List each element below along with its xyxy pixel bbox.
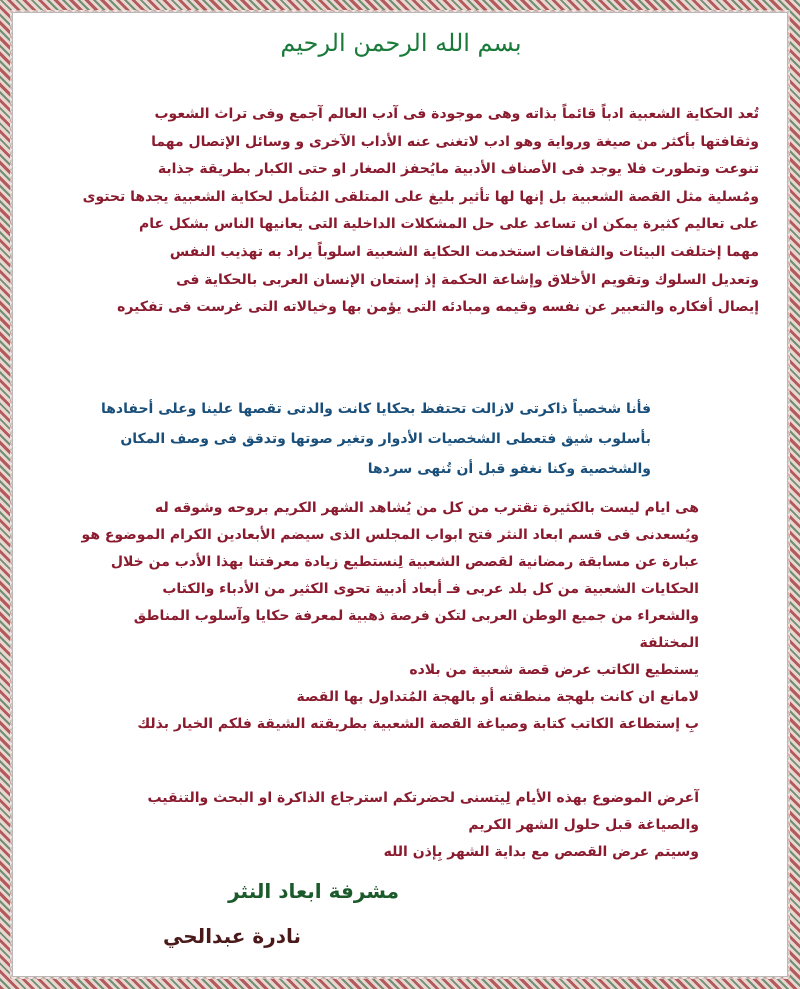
memory-line: بأسلوب شيق فتعطى الشخصيات الأدوار وتغير صوتها وتدقق فى وصف المكان <box>120 431 651 447</box>
intro-line: مهما إختلفت البيئات والثقافات استخدمت الحكاية الشعبية اسلوباً يراد به تهذيب النفس <box>169 243 759 260</box>
memory-line: فأنا شخصياً ذاكرتى لازالت تحتفظ بحكايا كانت والدتى تقصها علينا وعلى أحفادها <box>100 401 651 417</box>
memory-paragraph <box>31 394 651 484</box>
signature-role: مشرفة ابعاد النثر <box>228 879 399 903</box>
document-page <box>12 12 788 977</box>
intro-paragraph <box>39 101 759 322</box>
intro-line: على تعاليم كثيرة يمكن ان تساعد على حل المشكلات الداخلية التى يعانيها الناس بشكل عام <box>138 216 759 233</box>
competition-line: عبارة عن مسابقة رمضانية لقصص الشعبية لِنستطيع زيادة معرفتنا بهذا الأدب من خلال <box>110 554 699 570</box>
competition-line: هى ايام ليست بالكثيرة تقترب من كل من يُشاهد الشهر الكريم بروحه وشوقه له <box>154 500 699 516</box>
basmala-heading: بسم الله الرحمن الرحيم <box>280 29 522 57</box>
competition-paragraph <box>39 495 699 738</box>
memory-line: والشخصية وكنا نغفو قبل أن تُنهى سردها <box>367 461 651 477</box>
competition-line: ويُسعدنى فى قسم ابعاد النثر فتح ابواب المجلس الذى سيضم الأبعادين الكرام الموضوع هو <box>81 527 699 543</box>
closing-paragraph <box>39 785 699 866</box>
competition-line: المختلفة <box>639 635 699 651</box>
competition-line: الحكايات الشعبية من كل بلد عربى فـ أبعاد أدبية تحوى الكثير من الأدباء والكتاب <box>162 581 699 597</box>
signature-name: نادرة عبدالحي <box>163 924 301 948</box>
closing-line: والصياغة قبل حلول الشهر الكريم <box>468 817 699 833</box>
intro-line: تُعد الحكاية الشعبية ادباً قائماً بذاته وهى موجودة فى آدب العالم آجمع وفى تراث الشعوب <box>154 106 759 122</box>
intro-line: ومُسلية مثل القصة الشعبية بل إنها لها تأثير بليغ على المتلقى المُتأمل لحكاية الشعبية يجدها تحتوى <box>82 188 759 205</box>
closing-line: وسيتم عرض القصص مع بداية الشهر بِإذن الله <box>383 844 699 860</box>
competition-line: بِ إستطاعة الكاتب كتابة وصياغة القصة الشعبية بطريقته الشيقة فلكم الخيار بذلك <box>137 716 699 732</box>
intro-line: وثقافتها بأكثر من صيغة ورواية وهو ادب لاتغنى عنه الأداب الآخرى و وسائل الإتصال مهما <box>151 133 759 150</box>
competition-line: يستطيع الكاتب عرض قصة شعبية من بلاده <box>409 662 699 678</box>
closing-line: آعرض الموضوع بهذه الأيام لِيتسنى لحضرتكم استرجاع الذاكرة او البحث والتنقيب <box>147 790 699 806</box>
intro-line: إيصال أفكاره والتعبير عن نفسه وقيمه ومبادئه التى يؤمن بها وخيالاته التى غرست فى تفكيره <box>117 299 759 316</box>
intro-line: تنوعت وتطورت فلا يوجد فى الأصناف الأدبية مايُحفز الصغار او حتى الكبار بطريقة جذابة <box>157 161 759 178</box>
competition-line: والشعراء من جميع الوطن العربى لتكن فرصة ذهبية لمعرفة حكايا وآسلوب المناطق <box>133 608 699 624</box>
competition-line: لامانع ان كانت بلهجة منطقته أو بالهجة المُتداول بها القصة <box>296 689 699 705</box>
intro-line: وتعديل السلوك وتقويم الأخلاق وإشاعة الحكمة إذ إستعان الإنسان العربى بالحكاية فى <box>176 271 759 288</box>
